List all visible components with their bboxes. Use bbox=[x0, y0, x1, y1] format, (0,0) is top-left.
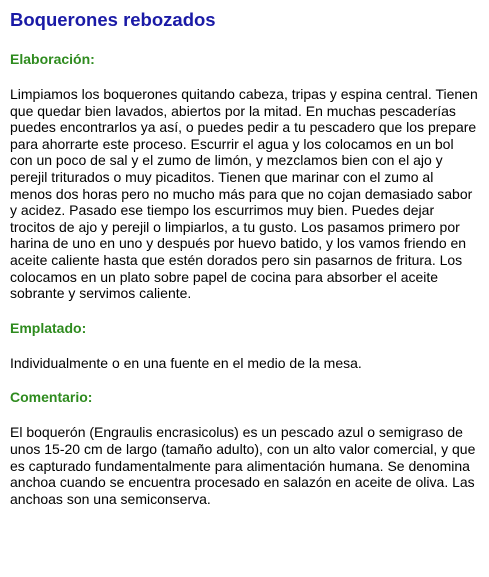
section-text-emplatado: Individualmente o en una fuente en el medio de la mesa. bbox=[10, 354, 362, 371]
section-heading-comentario: Comentario: bbox=[10, 389, 93, 406]
section-text-comentario: El boquerón (Engraulis encrasicolus) es un pescado azul o semigraso de unos 15-20 cm de largo (tamaño adulto), con un alto valor comercial, y que es capturado fundamentalmente para alimentación humana. Se denomina anchoa cuando se encuentra procesado en salazón en aceite de oliva. Las anchoas son una semiconserva. bbox=[10, 424, 476, 507]
section-heading-emplatado: Emplatado: bbox=[10, 319, 87, 336]
section-heading-elaboracion: Elaboración: bbox=[10, 51, 95, 67]
section-text-elaboracion: Limpiamos los boquerones quitando cabeza, tripas y espina central. Tienen que quedar bien lavados, abiertos por la mitad. En muchas pescaderías puedes encontrarlos ya así, o puedes pedir a tu pescadero que los prepare para ahorrarte este proceso. Escurrir el agua y los colocamos en un bol con un poco de sal y el zumo de limón, y mezclamos bien con el ajo y perejil triturados o muy picaditos. Tienen que marinar con el zumo al menos dos horas pero no mucho más para que no cojan demasiado sabor y acidez. Pasado ese tiempo los escurrimos muy bien. Puedes dejar trocitos de ajo y perejil o limpiarlos, a tu gusto. Los pasamos primero por harina de uno en uno y después por huevo batido, y los vamos friendo en aceite caliente hasta que estén dorados pero sin pasarnos de fritura. Los colocamos en un plato sobre papel de cocina para absorber el aceite sobrante y servimos caliente. bbox=[10, 86, 478, 302]
recipe-title: Boquerones rebozados bbox=[10, 9, 216, 30]
